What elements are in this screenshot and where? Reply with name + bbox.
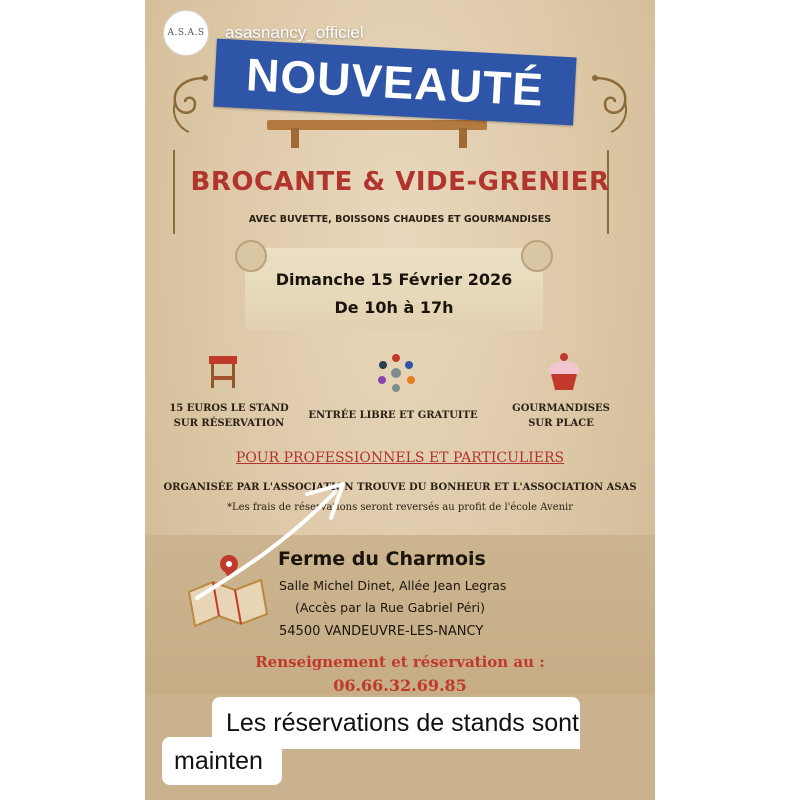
- market-stall-icon: [207, 354, 239, 390]
- organizers-text: ORGANISÉE PAR L'ASSOCIATION TROUVE DU BONHEUR ET L'ASSOCIATION ASAS: [163, 482, 637, 493]
- date-scroll: [235, 240, 553, 336]
- feature-line: 15 EUROS LE STAND: [169, 403, 289, 414]
- shelf-bracket: [291, 128, 299, 148]
- flourish-ornament-icon: [587, 72, 635, 136]
- shelf-decoration: [267, 120, 487, 130]
- story-caption-line[interactable]: Les réservations de stands sont: [212, 697, 580, 749]
- feature-line: SUR PLACE: [528, 418, 594, 429]
- feature-free-entry: [305, 408, 481, 423]
- event-title: BROCANTE & VIDE-GRENIER: [190, 167, 610, 197]
- scroll-curl: [235, 240, 267, 272]
- feature-line: SUR RÉSERVATION: [173, 418, 285, 429]
- feature-stand-price: [155, 401, 303, 431]
- story-header: [163, 10, 364, 56]
- event-hours: De 10h à 17h: [334, 298, 454, 317]
- account-username[interactable]: asasnancy_officiel: [225, 23, 364, 42]
- scroll-paper: [245, 248, 543, 330]
- event-subtitle: AVEC BUVETTE, BOISSONS CHAUDES ET GOURMANDISES: [248, 214, 552, 225]
- feature-line: GOURMANDISES: [512, 403, 610, 414]
- venue-city: 54500 VANDEUVRE-LES-NANCY: [279, 624, 484, 639]
- event-date: Dimanche 15 Février 2026: [275, 270, 513, 289]
- people-circle-icon: [375, 352, 417, 394]
- story-frame[interactable]: [145, 0, 655, 800]
- shelf-bracket: [459, 128, 467, 148]
- feature-line: ENTRÉE LIBRE ET GRATUITE: [308, 410, 478, 421]
- flourish-ornament-icon: [165, 72, 213, 136]
- audience-heading: POUR PROFESSIONNELS ET PARTICULIERS: [235, 450, 565, 466]
- story-caption-line[interactable]: mainten: [162, 737, 282, 785]
- venue-name: Ferme du Charmois: [278, 548, 486, 570]
- avatar[interactable]: [163, 10, 209, 56]
- contact-label: Renseignement et réservation au :: [255, 653, 545, 671]
- feature-treats: [495, 401, 627, 431]
- venue-access: (Accès par la Rue Gabriel Péri): [295, 600, 485, 615]
- avatar-logo-text: A.S.A.S: [167, 28, 205, 38]
- cupcake-icon: [547, 352, 581, 392]
- phone-number[interactable]: 06.66.32.69.85: [333, 676, 467, 695]
- badge-text: NOUVEAUTÉ: [244, 48, 546, 116]
- fees-note: *Les frais de réservations seront reversés au profit de l'école Avenir: [226, 502, 574, 513]
- scroll-curl: [521, 240, 553, 272]
- venue-address: Salle Michel Dinet, Allée Jean Legras: [279, 578, 507, 593]
